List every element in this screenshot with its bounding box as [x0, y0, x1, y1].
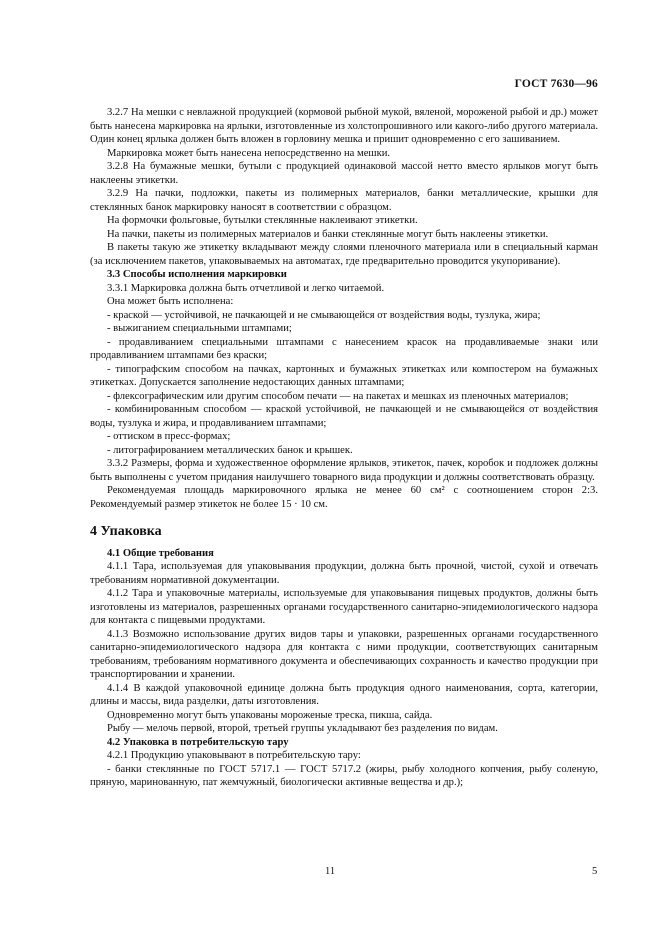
- paragraph: 3.2.8 На бумажные мешки, бутыли с продукцией одинаковой массой нетто вместо ярлыков могут быть наклеены этикетки.: [90, 161, 598, 186]
- page-number-center: 11: [325, 866, 336, 877]
- paragraph: На пачки, пакеты из полимерных материалов и банки стеклянные могут быть наклеены этикетки.: [106, 228, 549, 240]
- document-code-header: ГОСТ 7630—96: [514, 78, 598, 90]
- list-item: - выжиганием специальными штампами;: [106, 323, 292, 334]
- section-4-heading: 4 Упаковка: [90, 524, 162, 539]
- paragraph: 4.1.4 В каждой упаковочной единице должна быть продукция одного наименования, сорта, категории, длины и массы, вида разделки, даты изготовления.: [90, 682, 598, 707]
- paragraph: Она может быть исполнена:: [106, 296, 234, 307]
- paragraph: Одновременно могут быть упакованы мороженые треска, пикша, сайда.: [106, 709, 433, 721]
- list-item: - продавливанием специальными штампами с нанесением красок на продавливаемые знаки или продавливанием штампами без краски;: [90, 336, 598, 361]
- section-3-3-heading: 3.3 Способы исполнения маркировки: [106, 269, 287, 280]
- page-number-right: 5: [592, 866, 598, 877]
- list-item: - флексографическим или другим способом печати — на пакетах и мешках из пленочных материалов;: [106, 390, 569, 402]
- paragraph: 3.2.7 На мешки с невлажной продукцией (кормовой рыбной мукой, вяленой, мороженой рыбой и др.) может быть нанесена маркировка на ярлыки, изготовленные из холстопрошивного или какого-либо другого материала. Один конец ярлыка должен быть вложен в горловину мешка и пришит одновременно с его зашиванием.: [90, 107, 598, 145]
- list-item: - комбинированным способом — краской устойчивой, не пачкающей и не смывающейся от воздействия воды, тузлука и жира, и продавливанием штампами;: [90, 404, 598, 429]
- document-body: [90, 106, 598, 790]
- paragraph: Рекомендуемая площадь маркировочного ярлыка не менее 60 см² с соотношением сторон 2:3. Рекомендуемый размер этикеток не более 15 · 10 см.: [90, 485, 598, 510]
- paragraph: 4.1.1 Тара, используемая для упаковывания продукции, должна быть прочной, чистой, сухой и отвечать требованиям нормативной документации.: [90, 561, 598, 586]
- list-item: - краской — устойчивой, не пачкающей и не смывающейся от воздействия воды, тузлука, жира;: [106, 309, 541, 321]
- list-item: - банки стеклянные по ГОСТ 5717.1 — ГОСТ 5717.2 (жиры, рыбу холодного копчения, рыбу соленую, пряную, маринованную, пат жемчужный, биологически активные вещества и др.);: [90, 763, 598, 788]
- list-item: - типографским способом на пачках, картонных и бумажных этикетках или компостером на бумажных этикетках. Допускается заполнение недостающих данных штампами;: [90, 363, 598, 388]
- paragraph: На формочки фольговые, бутылки стеклянные наклеивают этикетки.: [106, 215, 418, 226]
- list-item: - литографированием металлических банок и крышек.: [106, 444, 353, 456]
- paragraph: 3.3.1 Маркировка должна быть отчетливой и легко читаемой.: [106, 282, 385, 294]
- paragraph: Рыбу — мелочь первой, второй, третьей группы укладывают без разделения по видам.: [106, 723, 498, 734]
- section-4-1-heading: 4.1 Общие требования: [106, 547, 214, 559]
- paragraph: 4.2.1 Продукцию упаковывают в потребительскую тару:: [106, 750, 361, 761]
- paragraph: 4.1.3 Возможно использование других видов тары и упаковки, разрешенных органами государственного санитарно-эпидемиологического надзора для контакта с ними продукции, соответствующих санитарным требованиям, требованиям нормативного документа и обеспечивающих сохранность и качество продукции при транспортировании и хранении.: [90, 628, 598, 680]
- paragraph: 3.2.9 На пачки, подложки, пакеты из полимерных материалов, банки металлические, крышки для стеклянных банок маркировку наносят в соответствии с образцом.: [90, 188, 598, 213]
- paragraph: 3.3.2 Размеры, форма и художественное оформление ярлыков, этикеток, пачек, коробок и подложек должны быть выполнены с учетом придания наилучшего товарного вида продукции и должны соответствовать образцу.: [90, 458, 598, 483]
- paragraph: В пакеты такую же этикетку вкладывают между слоями пленочного материала или в специальный карман (за исключением пакетов, упаковываемых на автоматах, где предварительно проводится укупоривание).: [90, 242, 598, 267]
- paragraph: 4.1.2 Тара и упаковочные материалы, используемые для упаковывания пищевых продуктов, должны быть изготовлены из материалов, разрешенных органами государственного санитарно-эпидемиологического надзора для контакта с пищевыми продуктами.: [90, 588, 598, 626]
- list-item: - оттиском в пресс-формах;: [106, 431, 231, 442]
- section-4-2-heading: 4.2 Упаковка в потребительскую тару: [106, 736, 289, 748]
- paragraph: Маркировка может быть нанесена непосредственно на мешки.: [106, 147, 391, 159]
